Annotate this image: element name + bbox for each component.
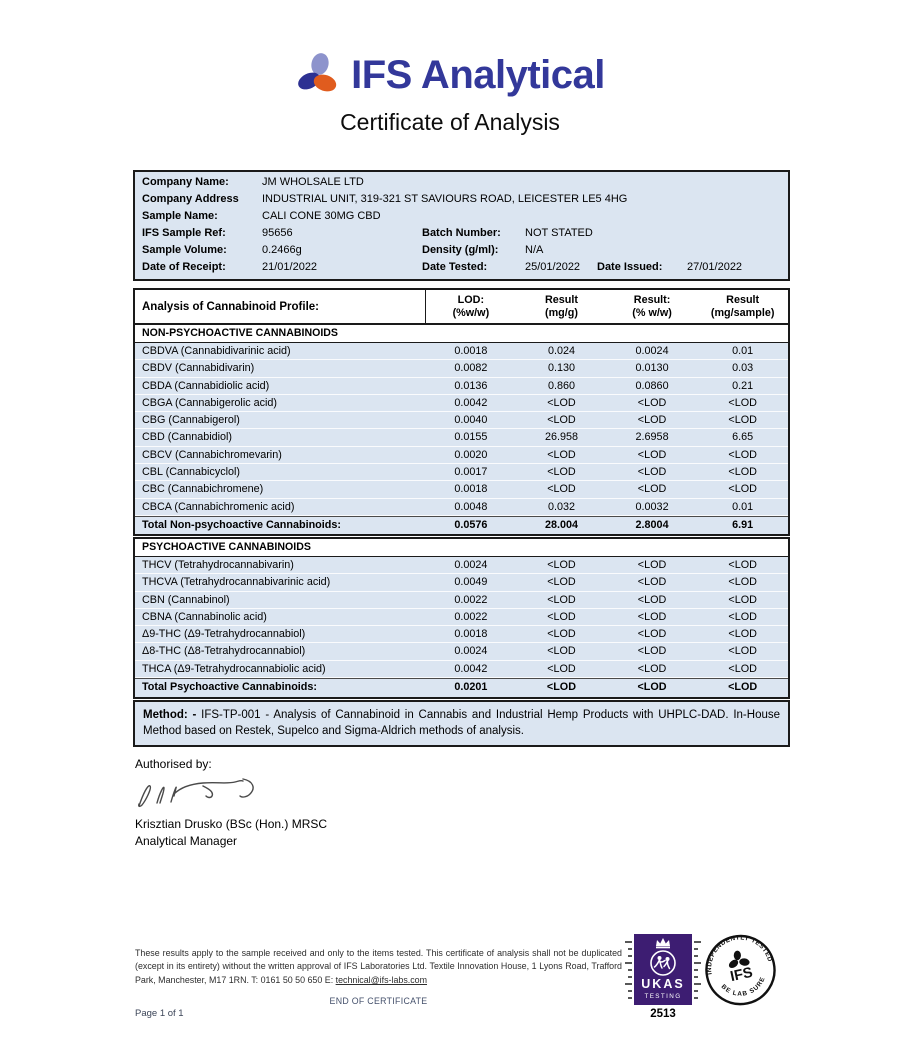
analyte-row [135,447,788,464]
analyte-row [135,360,788,377]
total-mgg: 28.004 [544,518,578,531]
total-pww: <LOD [637,681,667,694]
stamp-center-text: IFS [728,964,755,986]
result-mgsample-cell: 0.01 [732,500,754,513]
total-mgsample: <LOD [728,681,758,694]
company-address-value: INDUSTRIAL UNIT, 319-321 ST SAVIOURS ROAD, LEICESTER LE5 4HG [262,193,628,205]
stamp-top-text: INDEPENDENTLY TESTED [706,934,774,976]
result-mgsample-cell: <LOD [728,448,757,461]
analyte-row [135,481,788,498]
result-mgg-cell: <LOD [547,610,576,623]
result-mgg-cell: <LOD [547,414,576,427]
result-pww-cell: <LOD [637,645,667,658]
sample-name-value: CALI CONE 30MG CBD [262,210,381,222]
date-receipt-value: 21/01/2022 [262,261,318,273]
sample-info-table [133,170,790,281]
cannabinoid-profile-table [133,288,790,536]
sample-volume-value: 0.2466g [262,244,302,256]
lod-cell: 0.0082 [454,362,488,375]
authoriser-name: Krisztian Drusko (BSc (Hon.) MRSC [135,817,328,831]
lod-cell: 0.0018 [454,345,488,357]
analyte-name-cell: CBG (Cannabigerol) [142,414,240,427]
col-header-lod [426,290,517,323]
analyte-row [135,609,788,626]
analyte-row [135,626,788,643]
result-pww-cell: <LOD [637,662,667,675]
date-tested-value: 25/01/2022 [525,261,581,273]
sample-ref-value: 95656 [262,227,293,239]
result-mgsample-cell: <LOD [728,593,757,606]
company-name-label: Company Name: [142,176,229,188]
total-pww: 2.8004 [635,518,669,531]
info-row-sample-volume [135,242,788,259]
psychoactive-table [133,537,790,699]
lod-cell: 0.0018 [454,483,488,496]
result-mgg-cell: 0.024 [547,345,575,357]
result-mgsample-cell: <LOD [728,483,757,496]
result-mgsample-cell: <LOD [728,414,757,427]
analyte-row [135,395,788,412]
batch-number-value: NOT STATED [525,227,593,239]
analyte-name-cell: CBNA (Cannabinolic acid) [142,610,267,623]
result-pww-cell: <LOD [637,559,667,571]
analyte-name-cell: CBDV (Cannabidivarin) [142,362,255,375]
date-issued-value: 27/01/2022 [687,261,743,273]
result-pww-cell: <LOD [637,466,667,479]
analyte-name-cell: CBDA (Cannabidiolic acid) [142,379,270,392]
result-pww-cell: <LOD [637,483,667,496]
analyte-row [135,557,788,574]
analyte-name-cell: CBL (Cannabicyclol) [142,466,241,479]
result-mgg-cell: <LOD [547,628,576,641]
date-tested-label: Date Tested: [422,261,488,273]
result-mgg-cell: <LOD [547,396,576,409]
lod-cell: 0.0042 [454,662,488,675]
lod-cell: 0.0136 [454,379,488,392]
result-mgg-cell: 26.958 [544,431,578,444]
result-mgsample-cell: 6.65 [732,431,754,444]
total-lod: 0.0201 [454,681,488,694]
total-mgsample: 6.91 [732,518,754,531]
ifs-logo-icon [295,50,341,100]
lod-cell: 0.0042 [454,396,488,409]
result-mgsample-cell: 0.21 [732,379,754,392]
ukas-logo [622,934,704,1005]
analyte-row [135,661,788,678]
density-value: N/A [525,244,544,256]
result-mgsample-cell: 0.01 [732,345,754,357]
analyte-name-cell: Δ8-THC (Δ8-Tetrahydrocannabiol) [142,645,306,658]
lod-cell: 0.0017 [454,466,488,479]
result-mgg-cell: <LOD [547,448,576,461]
result-pww-cell: <LOD [637,593,667,606]
result-pww-cell: 0.0860 [635,379,669,392]
analyte-name-cell: CBCV (Cannabichromevarin) [142,448,282,461]
total-label: Total Non-psychoactive Cannabinoids: [142,518,341,531]
result-pww-cell: <LOD [637,576,667,589]
lod-cell: 0.0024 [454,559,488,571]
analyte-row [135,429,788,446]
result-mgsample-cell: <LOD [728,576,757,589]
date-receipt-label: Date of Receipt: [142,261,226,273]
ukas-subtitle: TESTING [644,993,682,1000]
authoriser-block [135,816,327,850]
analyte-row [135,499,788,516]
result-pww-cell: <LOD [637,628,667,641]
total-mgg: <LOD [546,681,577,694]
info-row-company-name [135,174,788,191]
result-mgg-cell: <LOD [547,593,576,606]
result-mgg-cell: <LOD [547,483,576,496]
col-header-line: Result [544,293,578,306]
info-row-dates [135,259,788,276]
sample-ref-label: IFS Sample Ref: [142,227,226,239]
ukas-box [634,934,692,1005]
section-header-nonpsychoactive: NON-PSYCHOACTIVE CANNABINOIDS [135,325,788,343]
result-mgg-cell: <LOD [547,662,576,675]
analyte-row [135,378,788,395]
email-link[interactable]: technical@ifs-labs.com [335,974,428,985]
two-figures-icon [648,949,678,977]
sample-volume-label: Sample Volume: [142,244,227,256]
lod-cell: 0.0048 [454,500,488,513]
analyte-row [135,592,788,609]
result-pww-cell: 0.0024 [635,345,669,357]
ukas-name: UKAS [641,977,685,991]
lod-cell: 0.0040 [454,414,488,427]
psychoactive-rows [135,557,788,678]
info-row-sample-name [135,208,788,225]
result-pww-cell: <LOD [637,610,667,623]
table-header-row [135,290,788,325]
result-mgsample-cell: 0.03 [732,362,754,375]
company-name-value: JM WHOLSALE LTD [262,176,364,188]
table-title: Analysis of Cannabinoid Profile: [135,290,426,323]
analyte-name-cell: CBD (Cannabidiol) [142,431,233,444]
authorised-by-label: Authorised by: [135,757,212,771]
result-mgsample-cell: <LOD [728,559,757,571]
lod-cell: 0.0018 [454,628,488,641]
lod-cell: 0.0155 [454,431,488,444]
col-header-line: (mg/sample) [710,306,775,319]
lod-cell: 0.0049 [454,576,488,589]
col-header-result-mgsample [697,290,788,323]
analyte-name-cell: CBGA (Cannabigerolic acid) [142,396,278,409]
col-header-line: (%w/w) [452,306,490,319]
col-header-result-pww [607,290,698,323]
analyte-name-cell: THCVA (Tetrahydrocannabivarinic acid) [142,576,331,589]
result-pww-cell: 0.0032 [635,500,669,513]
total-label: Total Psychoactive Cannabinoids: [142,681,317,694]
result-mgg-cell: 0.130 [547,362,575,375]
result-mgsample-cell: <LOD [728,396,757,409]
crown-icon [654,937,672,949]
analyte-row [135,464,788,481]
ifs-stamp [695,925,786,1020]
authoriser-role: Analytical Manager [135,834,238,848]
ukas-ticks-left-icon [625,940,632,1000]
result-pww-cell: <LOD [637,396,667,409]
ukas-accreditation-number: 2513 [650,1008,676,1020]
col-header-line: Result [726,293,760,306]
col-header-line: (% w/w) [632,306,672,319]
analyte-name-cell: THCV (Tetrahydrocannabivarin) [142,559,294,571]
company-address-label: Company Address [142,193,239,205]
result-pww-cell: <LOD [637,414,667,427]
result-mgg-cell: 0.032 [547,500,575,513]
footer-disclaimer [135,947,622,988]
col-header-result-mgg [516,290,607,323]
result-mgsample-cell: <LOD [728,628,757,641]
result-mgsample-cell: <LOD [728,645,757,658]
analyte-row [135,643,788,660]
page-number: Page 1 of 1 [135,1008,184,1019]
result-mgg-cell: <LOD [547,576,576,589]
date-issued-label: Date Issued: [597,261,663,273]
signature-icon [131,772,281,818]
analyte-name-cell: CBDVA (Cannabidivarinic acid) [142,345,291,357]
result-mgsample-cell: <LOD [728,662,757,675]
result-mgg-cell: 0.860 [547,379,575,392]
disclaimer-text: These results apply to the sample received and only to the items tested. This certificate of analysis shall not be duplicated (except in its entirety) without the written approval of IFS Laboratories Ltd. Textile Innovation House, 1 Lyons Road, Trafford Park, Manchester, M17 1RN. T: 0161 50 50 650 E: [135,947,622,985]
lod-cell: 0.0022 [454,610,488,623]
nonpsychoactive-total-row [135,516,788,535]
method-text: IFS-TP-001 - Analysis of Cannabinoid in Cannabis and Industrial Hemp Products with UHPLC-DAD. In-House Method based on Restek, Supelco and Sigma-Aldrich methods of analysis. [143,709,780,737]
col-header-line: (mg/g) [544,306,578,319]
result-mgg-cell: <LOD [547,645,576,658]
analyte-row [135,343,788,360]
analyte-row [135,574,788,591]
section-header-psychoactive: PSYCHOACTIVE CANNABINOIDS [135,539,788,557]
analyte-row [135,412,788,429]
info-row-sample-ref [135,225,788,242]
result-pww-cell: 2.6958 [635,431,669,444]
col-header-line: LOD: [457,293,485,306]
result-pww-cell: 0.0130 [635,362,669,375]
result-mgg-cell: <LOD [547,466,576,479]
document-title: Certificate of Analysis [340,109,560,135]
info-row-company-address [135,191,788,208]
analyte-name-cell: Δ9-THC (Δ9-Tetrahydrocannabiol) [142,628,306,641]
nonpsychoactive-rows [135,343,788,516]
result-mgg-cell: <LOD [547,559,576,571]
method-label: Method: - [143,709,197,721]
stamp-bottom-text: BE LAB SURE [719,975,767,998]
analyte-name-cell: CBC (Cannabichromene) [142,483,264,496]
result-mgsample-cell: <LOD [728,610,757,623]
batch-number-label: Batch Number: [422,227,501,239]
psychoactive-total-row [135,678,788,697]
brand-name: IFS Analytical [351,52,605,97]
method-box [133,700,790,747]
lod-cell: 0.0020 [454,448,488,461]
result-mgsample-cell: <LOD [728,466,757,479]
col-header-line: Result: [633,293,671,306]
header [0,50,900,100]
sample-name-label: Sample Name: [142,210,218,222]
density-label: Density (g/ml): [422,244,499,256]
result-pww-cell: <LOD [637,448,667,461]
lod-cell: 0.0022 [454,593,488,606]
analyte-name-cell: CBCA (Cannabichromenic acid) [142,500,295,513]
lod-cell: 0.0024 [454,645,488,658]
total-lod: 0.0576 [454,518,488,531]
analyte-name-cell: CBN (Cannabinol) [142,593,230,606]
ifs-stamp-icon [695,925,785,1015]
analyte-name-cell: THCA (Δ9-Tetrahydrocannabiolic acid) [142,662,326,675]
end-of-certificate: END OF CERTIFICATE [329,996,428,1006]
